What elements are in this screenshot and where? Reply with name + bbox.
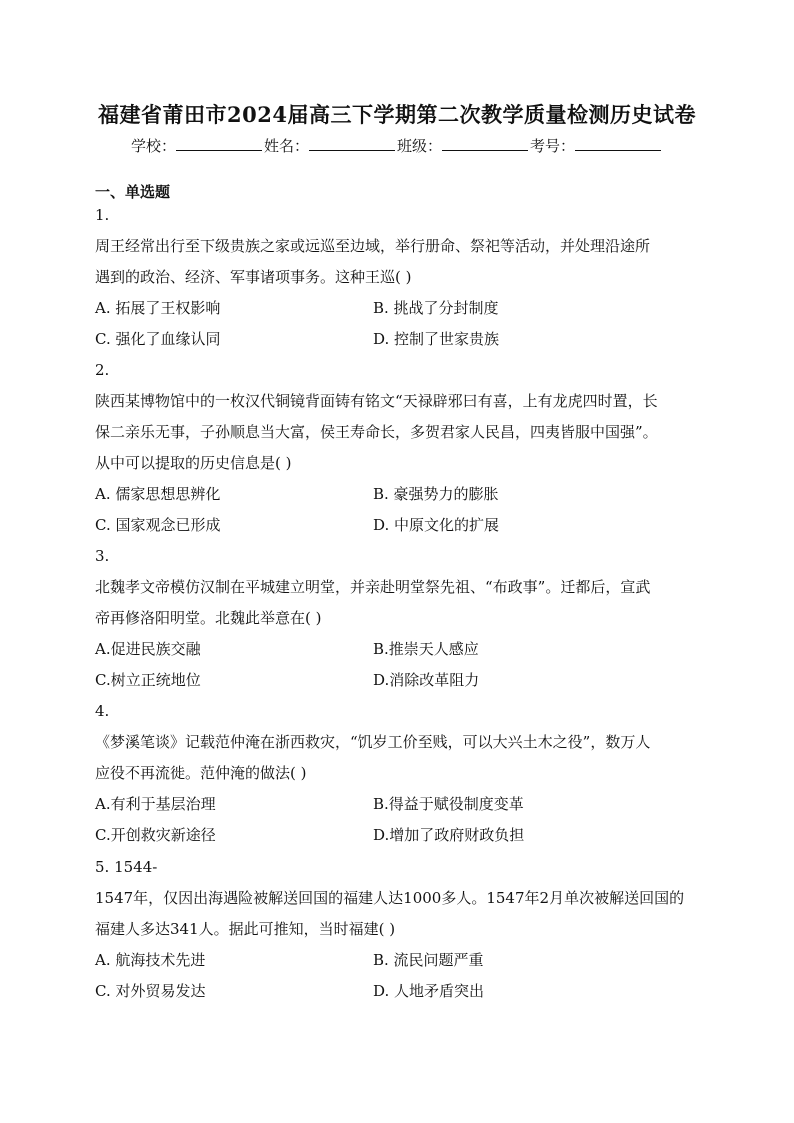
- question-stem-line: 陕西某博物馆中的一枚汉代铜镜背面铸有铭文“天禄辟邪曰有喜，上有龙虎四时置，长: [95, 392, 658, 410]
- option-a[interactable]: A.有利于基层治理: [95, 795, 216, 813]
- option-b[interactable]: B. 豪强势力的膨胀: [373, 485, 499, 503]
- question-number: 4.: [95, 702, 110, 720]
- class-field: [397, 134, 530, 158]
- question-stem-line: 帝再修洛阳明堂。北魏此举意在( ): [95, 609, 322, 627]
- options-row: [95, 479, 700, 510]
- question-4: [95, 696, 700, 851]
- option-c[interactable]: C.开创救灾新途径: [95, 826, 216, 844]
- options-row: [95, 976, 700, 1007]
- option-c[interactable]: C. 强化了血缘认同: [95, 330, 221, 348]
- option-d[interactable]: D.增加了政府财政负担: [373, 826, 525, 844]
- option-c[interactable]: C. 对外贸易发达: [95, 982, 206, 1000]
- name-label: 姓名：: [263, 137, 309, 155]
- exam-number-label: 考号：: [530, 137, 576, 155]
- options-row: [95, 510, 700, 541]
- option-d[interactable]: D. 控制了世家贵族: [373, 330, 500, 348]
- school-blank[interactable]: [176, 134, 262, 151]
- question-number: 1.: [95, 206, 110, 224]
- options-row: [95, 789, 700, 820]
- section-title: 一、单选题: [95, 183, 171, 201]
- question-stem-line: 福建人多达341人。据此可推知，当时福建( ): [95, 920, 396, 938]
- class-label: 班级：: [397, 137, 443, 155]
- class-blank[interactable]: [442, 134, 528, 151]
- question-stem-line: 从中可以提取的历史信息是( ): [95, 454, 292, 472]
- question-5: [95, 852, 700, 1007]
- question-number: 2.: [95, 361, 110, 379]
- options-row: [95, 293, 700, 324]
- option-c[interactable]: C. 国家观念已形成: [95, 516, 221, 534]
- question-number: 5. 1544-: [95, 858, 158, 876]
- question-3: [95, 541, 700, 696]
- question-stem-line: 1547年，仅因出海遇险被解送回国的福建人达1000多人。1547年2月单次被解送回国的: [95, 889, 685, 907]
- option-d[interactable]: D.消除改革阻力: [373, 671, 480, 689]
- option-a[interactable]: A. 航海技术先进: [95, 951, 206, 969]
- options-row: [95, 945, 700, 976]
- question-stem-line: 北魏孝文帝模仿汉制在平城建立明堂，并亲赴明堂祭先祖、“布政事”。迁都后，宣武: [95, 578, 651, 596]
- question-2: [95, 355, 700, 541]
- exam-title: 福建省莆田市2024届高三下学期第二次教学质量检测历史试卷: [98, 102, 696, 127]
- question-stem-line: 应役不再流徙。范仲淹的做法( ): [95, 764, 307, 782]
- question-number: 3.: [95, 547, 110, 565]
- options-row: [95, 665, 700, 696]
- option-b[interactable]: B.推崇天人感应: [373, 640, 479, 658]
- student-info-line: [0, 134, 794, 158]
- name-field: [264, 134, 397, 158]
- option-d[interactable]: D. 中原文化的扩展: [373, 516, 500, 534]
- option-a[interactable]: A. 拓展了王权影响: [95, 299, 221, 317]
- option-b[interactable]: B. 挑战了分封制度: [373, 299, 499, 317]
- option-b[interactable]: B.得益于赋役制度变革: [373, 795, 524, 813]
- option-a[interactable]: A. 儒家思想思辨化: [95, 485, 221, 503]
- option-d[interactable]: D. 人地矛盾突出: [373, 982, 485, 1000]
- question-stem-line: 遇到的政治、经济、军事诸项事务。这种王巡( ): [95, 268, 412, 286]
- option-a[interactable]: A.促进民族交融: [95, 640, 201, 658]
- question-stem-line: 周王经常出行至下级贵族之家或远巡至边域，举行册命、祭祀等活动，并处理沿途所: [95, 237, 651, 255]
- question-stem-line: 保二亲乐无事，子孙顺息当大富，侯王寿命长，多贺君家人民昌，四夷皆服中国强”。: [95, 423, 658, 441]
- options-row: [95, 820, 700, 851]
- options-row: [95, 324, 700, 355]
- exam-number-blank[interactable]: [575, 134, 661, 151]
- exam-number-field: [530, 134, 663, 158]
- name-blank[interactable]: [309, 134, 395, 151]
- question-1: [95, 200, 700, 355]
- option-c[interactable]: C.树立正统地位: [95, 671, 201, 689]
- school-label: 学校：: [130, 137, 176, 155]
- question-stem-line: 《梦溪笔谈》记载范仲淹在浙西救灾，“饥岁工价至贱，可以大兴土木之役”，数万人: [95, 733, 651, 751]
- option-b[interactable]: B. 流民问题严重: [373, 951, 484, 969]
- school-field: [131, 134, 264, 158]
- options-row: [95, 634, 700, 665]
